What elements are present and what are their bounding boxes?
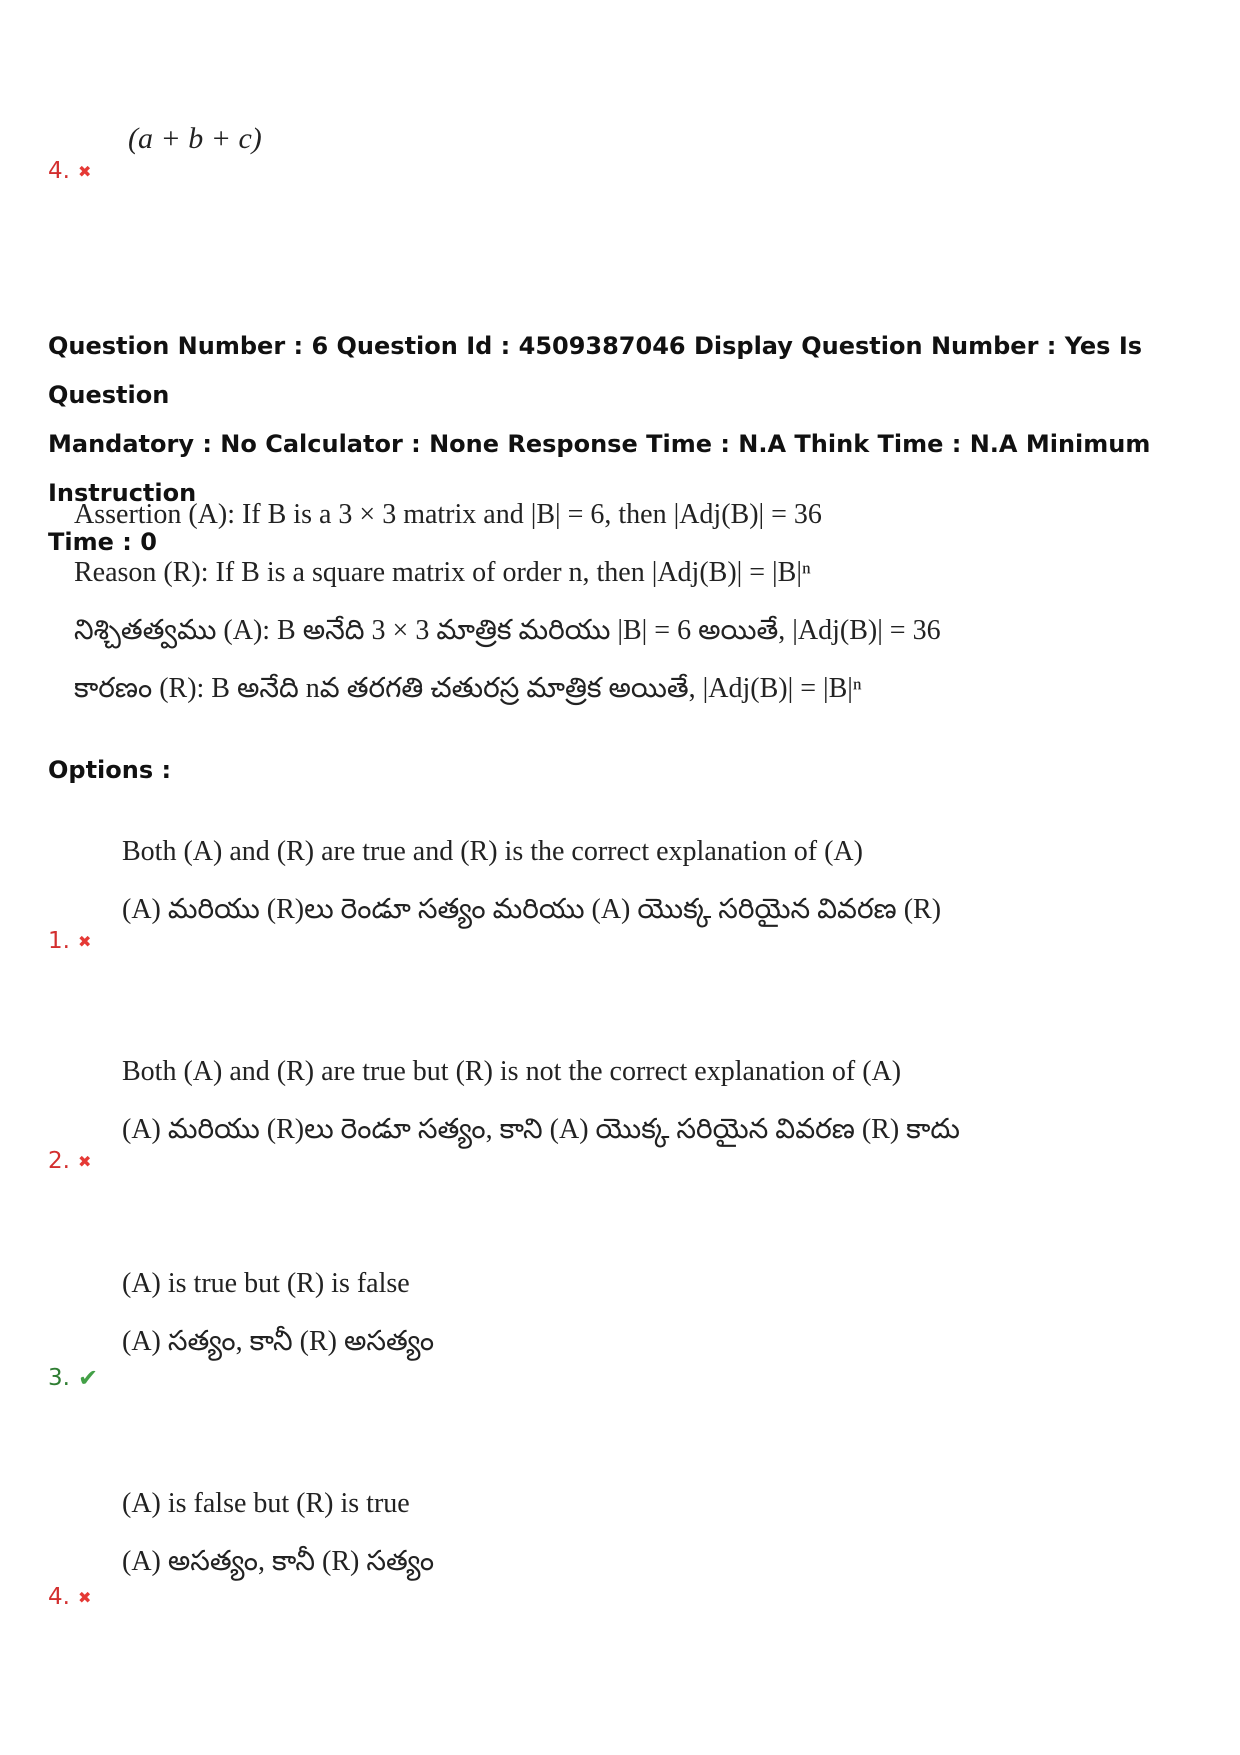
check-icon: ✔ <box>77 1364 99 1392</box>
assertion-telugu: నిశ్చితత్వము (A): B అనేది 3 × 3 మాత్రిక మరియు |B| = 6 అయితే, |Adj(B)| = 36 <box>74 615 941 646</box>
option-number: 3. <box>48 1365 70 1391</box>
cross-icon: ✖ <box>77 1151 92 1171</box>
option-text-telugu: (A) సత్యం, కానీ (R) అసత్యం <box>122 1326 435 1357</box>
option-number: 2. <box>48 1148 70 1174</box>
option-text-english: Both (A) and (R) are true but (R) is not the correct explanation of (A) <box>122 1056 902 1087</box>
meta-line: Question Number : 6 Question Id : 4509387046 Display Question Number : Yes Is Question <box>48 332 1143 409</box>
option-marker <box>48 1148 91 1174</box>
option-text-telugu: (A) అసత్యం, కానీ (R) సత్యం <box>122 1546 435 1577</box>
meta-line: Time : 0 <box>48 528 157 556</box>
option-marker <box>48 928 91 954</box>
reason-english: Reason (R): If B is a square matrix of order n, then |Adj(B)| = |B|ⁿ <box>74 557 811 588</box>
reason-telugu: కారణం (R): B అనేది nవ తరగతి చతురస్ర మాత్రిక అయితే, |Adj(B)| = |B|ⁿ <box>74 673 862 704</box>
option-number: 1. <box>48 928 70 954</box>
option-formula: (a + b + c) <box>128 122 262 155</box>
question-body <box>74 486 1174 718</box>
previous-option-4 <box>0 100 1240 220</box>
option-marker <box>48 1364 98 1392</box>
cross-icon: ✖ <box>77 1587 92 1607</box>
cross-icon: ✖ <box>77 931 92 951</box>
option-number: 4. <box>48 158 70 184</box>
options-label: Options : <box>48 756 172 784</box>
meta-line: Mandatory : No Calculator : None Response Time : N.A Think Time : N.A Minimum Instruction <box>48 430 1151 507</box>
option-text-english: (A) is false but (R) is true <box>122 1488 410 1519</box>
option-text-english: Both (A) and (R) are true and (R) is the correct explanation of (A) <box>122 836 863 867</box>
option-marker <box>48 1584 91 1610</box>
option-number: 4. <box>48 1584 70 1610</box>
option-text-english: (A) is true but (R) is false <box>122 1268 410 1299</box>
option-text-telugu: (A) మరియు (R)లు రెండూ సత్యం, కాని (A) యొక్క సరియైన వివరణ (R) కాదు <box>122 1114 960 1145</box>
option-text-telugu: (A) మరియు (R)లు రెండూ సత్యం మరియు (A) యొక్క సరియైన వివరణ (R) <box>122 894 942 925</box>
option-marker <box>48 158 91 184</box>
cross-icon: ✖ <box>77 161 92 181</box>
assertion-english: Assertion (A): If B is a 3 × 3 matrix and |B| = 6, then |Adj(B)| = 36 <box>74 499 822 530</box>
